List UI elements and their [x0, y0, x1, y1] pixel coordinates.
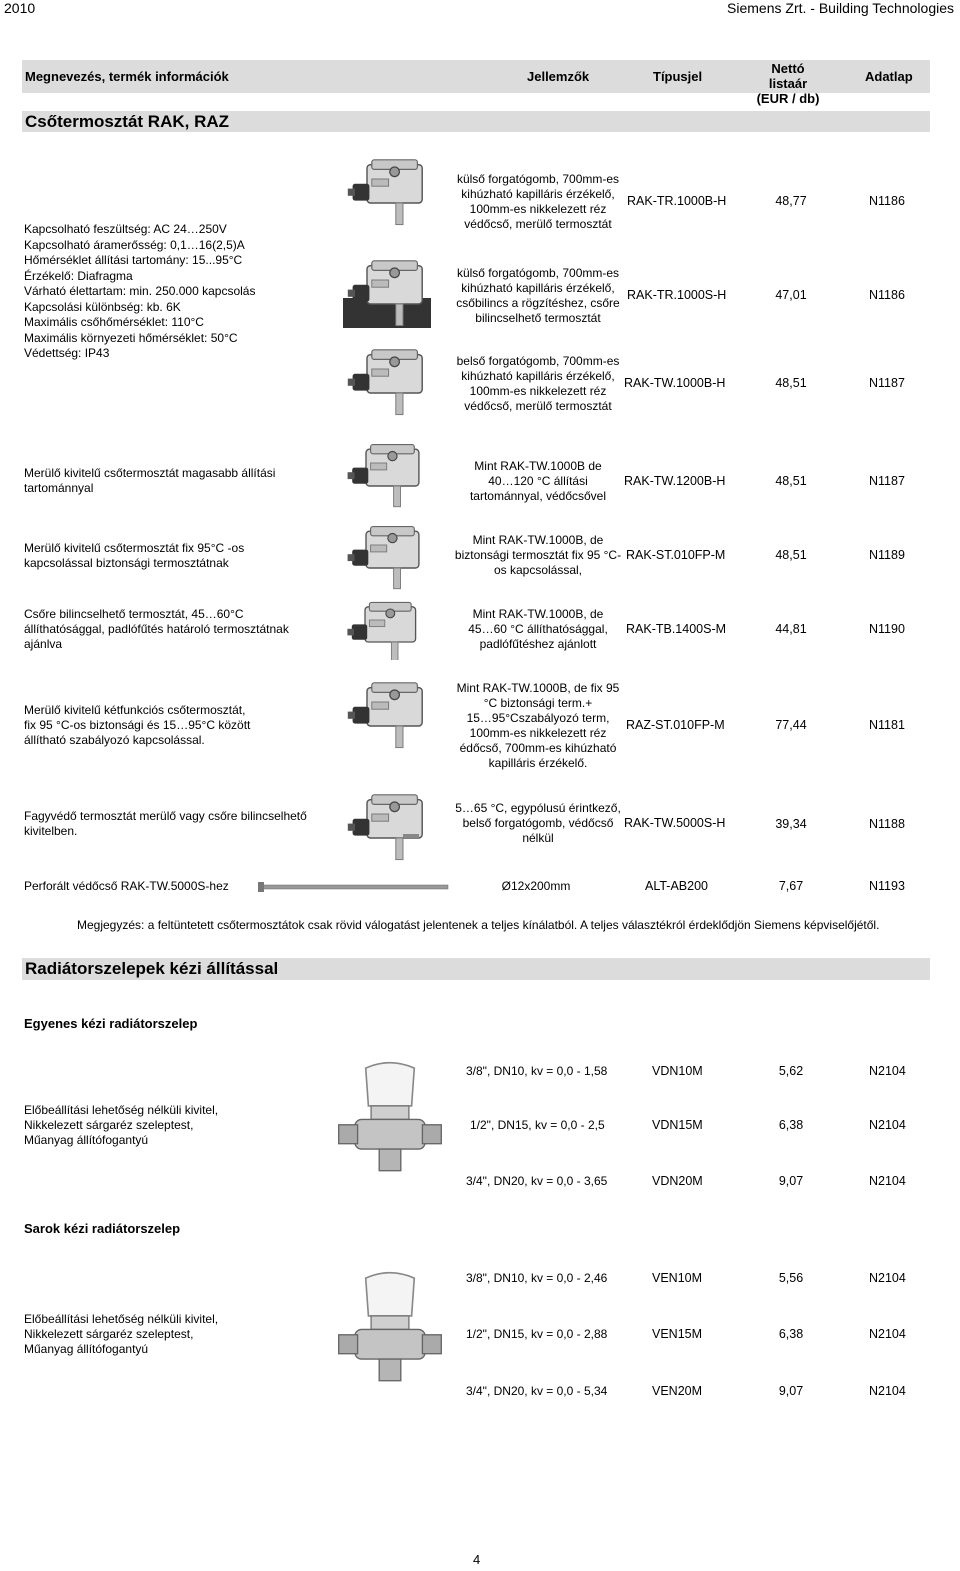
valve-price: 5,62: [778, 1064, 804, 1078]
product-datasheet: N1186: [869, 288, 905, 302]
valve-type: VDN20M: [652, 1174, 703, 1188]
valve-datasheet: N2104: [869, 1064, 906, 1078]
product-description: Merülő kivitelű kétfunkciós csőtermosztát, fix 95 °C-os biztonsági és 15…95°C között állítható szabályozó kapcsolással.: [24, 703, 251, 747]
spec-item: Hőmérséklet állítási tartomány: 15...95°C: [24, 253, 243, 267]
product-features: 5…65 °C, egypólusú érintkező, belső forgatógomb, védőcső nélkül: [455, 801, 621, 845]
spec-list: [24, 222, 255, 362]
valve-type: VDN10M: [652, 1064, 703, 1078]
spec-item: Kapcsolható feszültség: AC 24…250V: [24, 222, 227, 236]
valve-type: VEN10M: [652, 1271, 703, 1285]
product-image: [343, 260, 433, 335]
spec-item: Kapcsolási különbség: kb. 6K: [24, 299, 181, 314]
product-datasheet: N1193: [869, 879, 905, 893]
valve-datasheet: N2104: [869, 1174, 906, 1188]
product-description: Merülő kivitelű csőtermosztát fix 95°C -os kapcsolással biztonsági termosztátnak: [24, 541, 245, 570]
valve-spec: 3/8", DN10, kv = 0,0 - 2,46: [466, 1271, 608, 1285]
product-price: 48,51: [775, 376, 807, 390]
valve-price: 6,38: [778, 1118, 804, 1132]
page-number: 4: [473, 1552, 481, 1567]
product-datasheet: N1187: [869, 376, 905, 390]
valve-price: 9,07: [778, 1384, 804, 1398]
product-image: [343, 598, 433, 660]
product-type: RAK-TW.5000S-H: [624, 816, 726, 830]
column-features: Jellemzők: [527, 69, 590, 84]
product-datasheet: N1188: [869, 817, 905, 831]
product-description: Csőre bilincselhető termosztát, 45…60°C állíthatósággal, padlófűtés határoló termosztátnak ajánlva: [24, 607, 289, 651]
product-features: külső forgatógomb, 700mm-es kihúzható kapilláris érzékelő, 100mm-es nikkelezett réz védőcső, merülő termosztát: [456, 172, 620, 231]
product-datasheet: N1190: [869, 622, 905, 636]
product-features: Mint RAK-TW.1000B, de biztonsági termosztát fix 95 °C- os kapcsolással,: [454, 533, 622, 577]
valve-datasheet: N2104: [869, 1118, 906, 1132]
product-datasheet: N1181: [869, 718, 905, 732]
product-datasheet: N1187: [869, 474, 905, 488]
product-datasheet: N1186: [869, 194, 905, 208]
valve-price: 6,38: [778, 1327, 804, 1341]
valve-datasheet: N2104: [869, 1271, 906, 1285]
valve-type: VDN15M: [652, 1118, 703, 1132]
product-price: 44,81: [775, 622, 807, 636]
product-type: RAK-TB.1400S-M: [626, 622, 727, 636]
valve-spec: 3/8", DN10, kv = 0,0 - 1,58: [466, 1064, 608, 1078]
product-price: 39,34: [775, 817, 807, 831]
product-datasheet: N1189: [869, 548, 905, 562]
product-type: RAK-ST.010FP-M: [626, 548, 726, 562]
product-features: Mint RAK-TW.1000B, de 45…60 °C állíthatósággal, padlófűtéshez ajánlott: [468, 607, 608, 651]
product-type: ALT-AB200: [645, 879, 709, 893]
product-image: [343, 790, 433, 870]
product-description: Perforált védőcső RAK-TW.5000S-hez: [24, 879, 229, 893]
product-price: 7,67: [778, 879, 804, 893]
product-features: külső forgatógomb, 700mm-es kihúzható kapilláris érzékelő, csőbilincs a rögzítéshez, csőre bilincselhető termosztát: [456, 266, 620, 325]
perforated-tube-image: [258, 880, 453, 894]
product-type: RAK-TW.1000B-H: [624, 376, 726, 390]
product-description: Merülő kivitelű csőtermosztát magasabb állítási tartománnyal: [24, 466, 276, 495]
column-type: Típusjel: [653, 69, 703, 84]
column-price: Nettó listaár (EUR / db): [756, 61, 820, 106]
product-image: [343, 522, 433, 592]
spec-item: Érzékelő: Diafragma: [24, 268, 133, 283]
product-price: 48,51: [775, 548, 807, 562]
column-datasheet: Adatlap: [865, 69, 913, 84]
product-features: belső forgatógomb, 700mm-es kihúzható kapilláris érzékelő, 100mm-es nikkelezett réz védőcső, merülő termosztát: [456, 354, 620, 413]
section-title-bar: [22, 111, 930, 132]
valve-spec: 3/4", DN20, kv = 0,0 - 3,65: [466, 1174, 608, 1188]
valve-type: VEN20M: [652, 1384, 703, 1398]
product-description: Fagyvédő termosztát merülő vagy csőre bilincselhető kivitelben.: [24, 809, 307, 838]
valve-price: 5,56: [778, 1271, 804, 1285]
group-description: Előbeállítási lehetőség nélküli kivitel, Nikkelezett sárgaréz szeleptest, Műanyag állítófogantyú: [24, 1103, 219, 1147]
product-price: 77,44: [775, 718, 807, 732]
column-header-bar: [22, 60, 930, 106]
section-title: Radiátorszelepek kézi állítással: [25, 959, 279, 978]
valve-type: VEN15M: [652, 1327, 703, 1341]
product-type: RAK-TR.1000B-H: [627, 194, 727, 208]
column-name: Megnevezés, termék információk: [25, 69, 229, 84]
product-image: [343, 440, 433, 515]
spec-item: Várható élettartam: min. 250.000 kapcsolás: [24, 284, 256, 298]
valve-datasheet: N2104: [869, 1327, 906, 1341]
valve-spec: 1/2", DN15, kv = 0,0 - 2,88: [466, 1327, 608, 1341]
product-image: [343, 155, 433, 250]
valve-spec: 1/2", DN15, kv = 0,0 - 2,5: [470, 1118, 605, 1132]
product-image: [343, 678, 433, 763]
product-type: RAK-TW.1200B-H: [624, 474, 726, 488]
product-type: RAZ-ST.010FP-M: [626, 718, 725, 732]
section-title-bar: [22, 958, 930, 980]
group-subtitle: Sarok kézi radiátorszelep: [24, 1221, 181, 1236]
spec-item: Védettség: IP43: [24, 346, 110, 360]
header-company: Siemens Zrt. - Building Technologies: [727, 0, 954, 16]
valve-image: [336, 1060, 446, 1180]
spec-item: Kapcsolható áramerősség: 0,1…16(2,5)A: [24, 237, 245, 252]
product-price: 48,51: [775, 474, 807, 488]
product-features: Mint RAK-TW.1000B, de fix 95 °C biztonsági term.+ 15…95°Cszabályozó term, 100mm-es nikkelezett réz édőcső, 700mm-es kihúzható kapilláris érzékelő.: [456, 681, 620, 770]
product-image: [343, 345, 433, 425]
note: Megjegyzés: a feltüntetett csőtermosztátok csak rövid válogatást jelentenek a teljes kínálatból. A teljes választékról érdeklődjön Siemens képviselőjétől.: [77, 918, 880, 932]
header-year: 2010: [4, 0, 36, 16]
valve-price: 9,07: [778, 1174, 804, 1188]
valve-spec: 3/4", DN20, kv = 0,0 - 5,34: [466, 1384, 608, 1398]
product-type: RAK-TR.1000S-H: [627, 288, 727, 302]
spec-item: Maximális csőhőmérséklet: 110°C: [24, 315, 204, 329]
group-subtitle: Egyenes kézi radiátorszelep: [24, 1016, 198, 1031]
valve-datasheet: N2104: [869, 1384, 906, 1398]
spec-item: Maximális környezeti hőmérséklet: 50°C: [24, 330, 238, 345]
valve-image: [336, 1270, 446, 1390]
product-features: Ø12x200mm: [501, 879, 571, 893]
product-features: Mint RAK-TW.1000B de 40…120 °C állítási tartománnyal, védőcsővel: [469, 459, 607, 503]
group-description: Előbeállítási lehetőség nélküli kivitel, Nikkelezett sárgaréz szeleptest, Műanyag állítófogantyú: [24, 1312, 219, 1356]
section-title: Csőtermosztát RAK, RAZ: [25, 112, 230, 131]
product-price: 47,01: [775, 288, 807, 302]
product-price: 48,77: [775, 194, 807, 208]
